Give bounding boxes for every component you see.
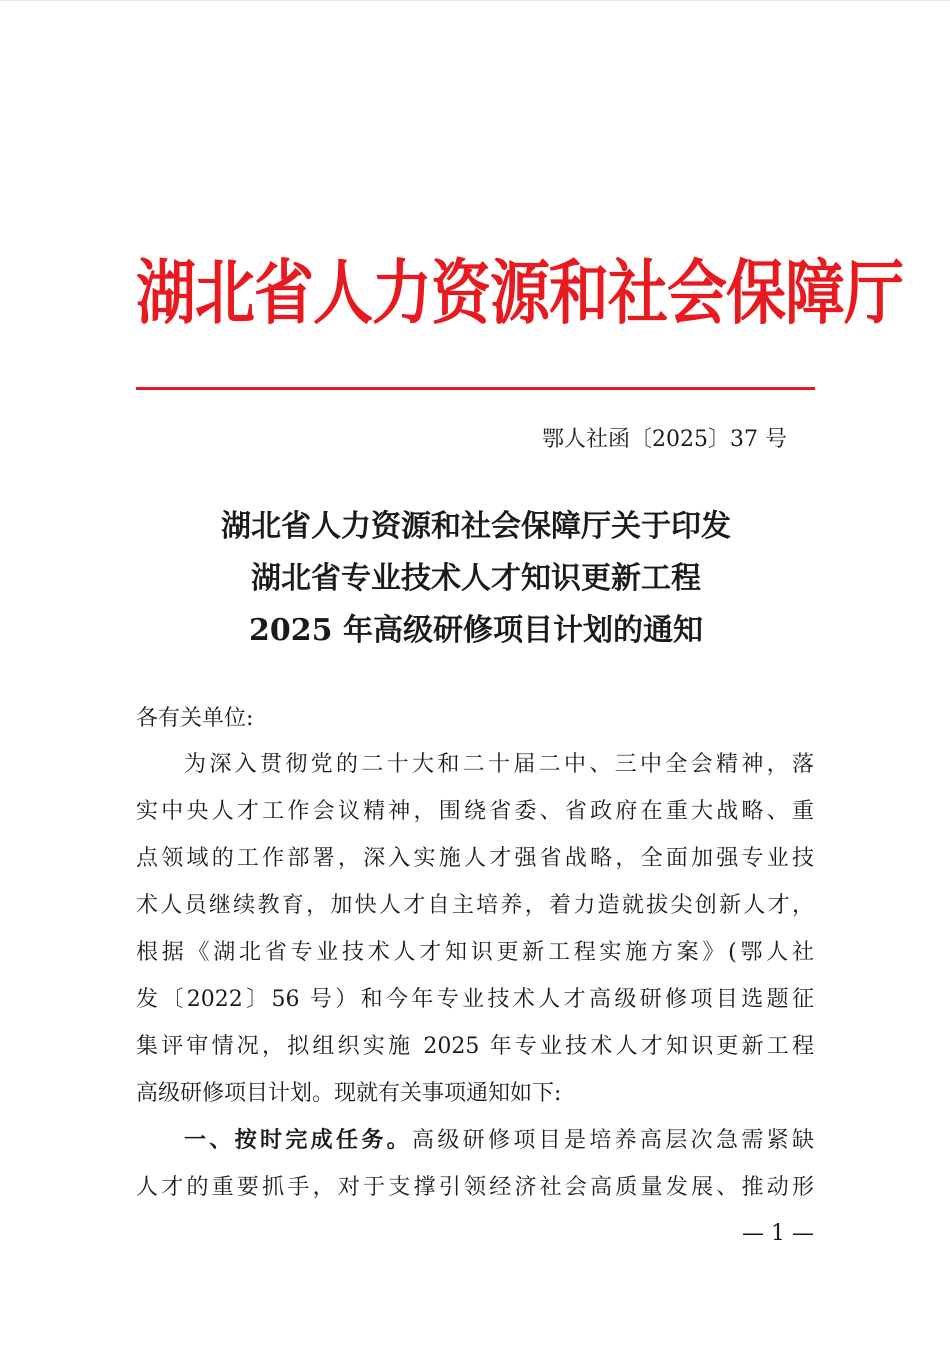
- title-line-3: 2025 年高级研修项目计划的通知: [249, 613, 703, 648]
- paragraph-1-line-2: 实中央人才工作会议精神，围绕省委、省政府在重大战略、重: [136, 799, 814, 824]
- paragraph-1-line-7: 集评审情况，拟组织实施 2025 年专业技术人才知识更新工程: [136, 1034, 814, 1059]
- section-1-line-2: 人才的重要抓手，对于支撑引领经济社会高质量发展、推动形: [136, 1175, 814, 1200]
- title-line-2: 湖北省专业技术人才知识更新工程: [251, 561, 701, 596]
- red-divider-line: [136, 387, 815, 390]
- paragraph-1-line-3: 点领域的工作部署，深入实施人才强省战略，全面加强专业技: [136, 846, 814, 871]
- page-number: — 1 —: [742, 1221, 814, 1246]
- title-line-1: 湖北省人力资源和社会保障厅关于印发: [221, 509, 731, 544]
- paragraph-1-line-8: 高级研修项目计划。现就有关事项通知如下:: [136, 1081, 562, 1106]
- section-1-heading: 一、按时完成任务。: [184, 1128, 412, 1153]
- salutation: 各有关单位:: [136, 706, 254, 731]
- paragraph-1-line-1: 为深入贯彻党的二十大和二十届二中、三中全会精神，落: [184, 752, 814, 777]
- paragraph-1-line-5: 根据《湖北省专业技术人才知识更新工程实施方案》(鄂人社: [136, 940, 814, 965]
- document-number: 鄂人社函〔2025〕37 号: [542, 427, 787, 452]
- document-title: [136, 501, 816, 657]
- paragraph-1-line-6: 发〔2022〕56 号）和今年专业技术人才高级研修项目选题征: [136, 987, 814, 1012]
- agency-header: 湖北省人力资源和社会保障厅: [136, 253, 903, 335]
- section-1-line-1: [184, 1123, 814, 1159]
- section-1-text: 高级研修项目是培养高层次急需紧缺: [412, 1128, 814, 1153]
- paragraph-1-line-4: 术人员继续教育，加快人才自主培养，着力造就拔尖创新人才，: [136, 893, 814, 918]
